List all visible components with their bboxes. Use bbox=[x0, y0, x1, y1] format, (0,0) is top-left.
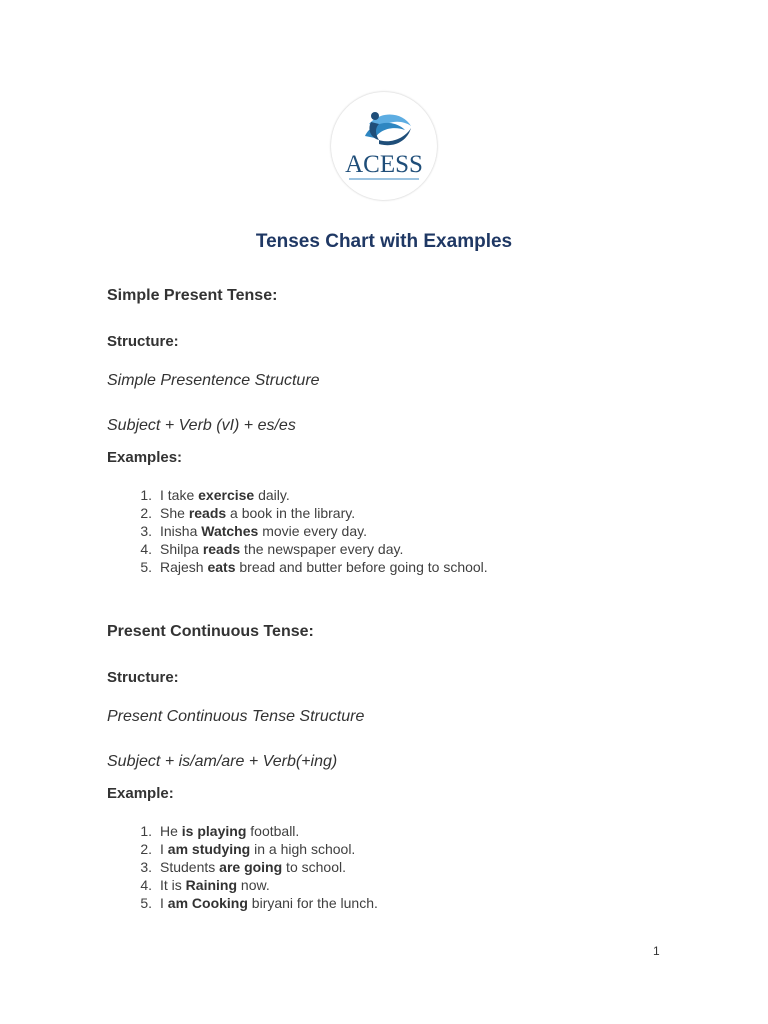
example-text bbox=[152, 558, 488, 576]
list-number: 3. bbox=[140, 523, 152, 539]
list-item bbox=[107, 894, 378, 912]
structure-formula: Subject + Verb (vI) + es/es bbox=[107, 417, 296, 434]
list-number: 4. bbox=[140, 541, 152, 557]
examples-list-simple-present bbox=[107, 486, 488, 576]
example-text-before: I bbox=[160, 895, 168, 911]
section-heading-present-continuous: Present Continuous Tense: bbox=[107, 623, 314, 640]
example-text-after: to school. bbox=[282, 859, 346, 875]
example-text bbox=[152, 504, 355, 522]
list-item bbox=[107, 540, 488, 558]
list-item bbox=[107, 558, 488, 576]
list-number: 2. bbox=[140, 841, 152, 857]
example-text-before: I take bbox=[160, 487, 199, 503]
example-text-after: in a high school. bbox=[250, 841, 356, 857]
example-verb: am Cooking bbox=[167, 895, 248, 911]
examples-label: Examples: bbox=[107, 449, 183, 466]
list-number: 5. bbox=[140, 895, 152, 911]
examples-list-present-continuous bbox=[107, 822, 378, 912]
example-text-before: Rajesh bbox=[160, 559, 208, 575]
example-text-after: daily. bbox=[254, 487, 290, 503]
examples-label: Example: bbox=[107, 785, 174, 802]
example-text-after: now. bbox=[237, 877, 270, 893]
list-item bbox=[107, 522, 488, 540]
example-text-after: bread and butter before going to school. bbox=[235, 559, 488, 575]
example-text-before: Inisha bbox=[160, 523, 202, 539]
example-verb: eats bbox=[207, 559, 236, 575]
example-text-after: biryani for the lunch. bbox=[247, 895, 378, 911]
list-number: 1. bbox=[140, 487, 152, 503]
page-number: 1 bbox=[653, 944, 660, 958]
example-verb: Raining bbox=[185, 877, 238, 893]
example-text-before: Shilpa bbox=[160, 541, 203, 557]
example-text bbox=[152, 540, 403, 558]
example-text-after: a book in the library. bbox=[226, 505, 356, 521]
list-item bbox=[107, 876, 378, 894]
structure-label: Structure: bbox=[107, 669, 179, 686]
example-verb: am studying bbox=[167, 841, 251, 857]
example-verb: reads bbox=[188, 505, 227, 521]
example-text bbox=[152, 822, 299, 840]
example-text-after: the newspaper every day. bbox=[240, 541, 404, 557]
example-text-before: He bbox=[160, 823, 182, 839]
example-text bbox=[152, 522, 367, 540]
section-heading-simple-present: Simple Present Tense: bbox=[107, 287, 278, 304]
example-verb: Watches bbox=[201, 523, 259, 539]
example-text-before: Students bbox=[160, 859, 220, 875]
list-item bbox=[107, 504, 488, 522]
list-number: 3. bbox=[140, 859, 152, 875]
list-number: 5. bbox=[140, 559, 152, 575]
example-text bbox=[152, 840, 355, 858]
example-text-after: movie every day. bbox=[258, 523, 367, 539]
structure-label: Structure: bbox=[107, 333, 179, 350]
example-verb: are going bbox=[219, 859, 283, 875]
list-number: 1. bbox=[140, 823, 152, 839]
list-item bbox=[107, 858, 378, 876]
list-item bbox=[107, 822, 378, 840]
example-text bbox=[152, 486, 290, 504]
example-text-before: I bbox=[160, 841, 168, 857]
example-text bbox=[152, 876, 270, 894]
example-text-before: It is bbox=[160, 877, 186, 893]
list-item bbox=[107, 840, 378, 858]
logo-wordmark: ACESS bbox=[345, 151, 423, 178]
acess-logo bbox=[331, 92, 437, 200]
structure-formula: Subject + is/am/are + Verb(+ing) bbox=[107, 753, 338, 770]
example-verb: is playing bbox=[181, 823, 247, 839]
example-text-after: football. bbox=[246, 823, 300, 839]
example-text bbox=[152, 858, 346, 876]
structure-name: Simple Presentence Structure bbox=[107, 372, 320, 389]
structure-name: Present Continuous Tense Structure bbox=[107, 708, 365, 725]
example-text bbox=[152, 894, 378, 912]
example-text-before: She bbox=[160, 505, 189, 521]
page-title: Tenses Chart with Examples bbox=[255, 231, 513, 252]
list-number: 4. bbox=[140, 877, 152, 893]
list-item bbox=[107, 486, 488, 504]
example-verb: exercise bbox=[198, 487, 255, 503]
example-verb: reads bbox=[202, 541, 241, 557]
logo-emblem-icon bbox=[331, 92, 437, 200]
list-number: 2. bbox=[140, 505, 152, 521]
